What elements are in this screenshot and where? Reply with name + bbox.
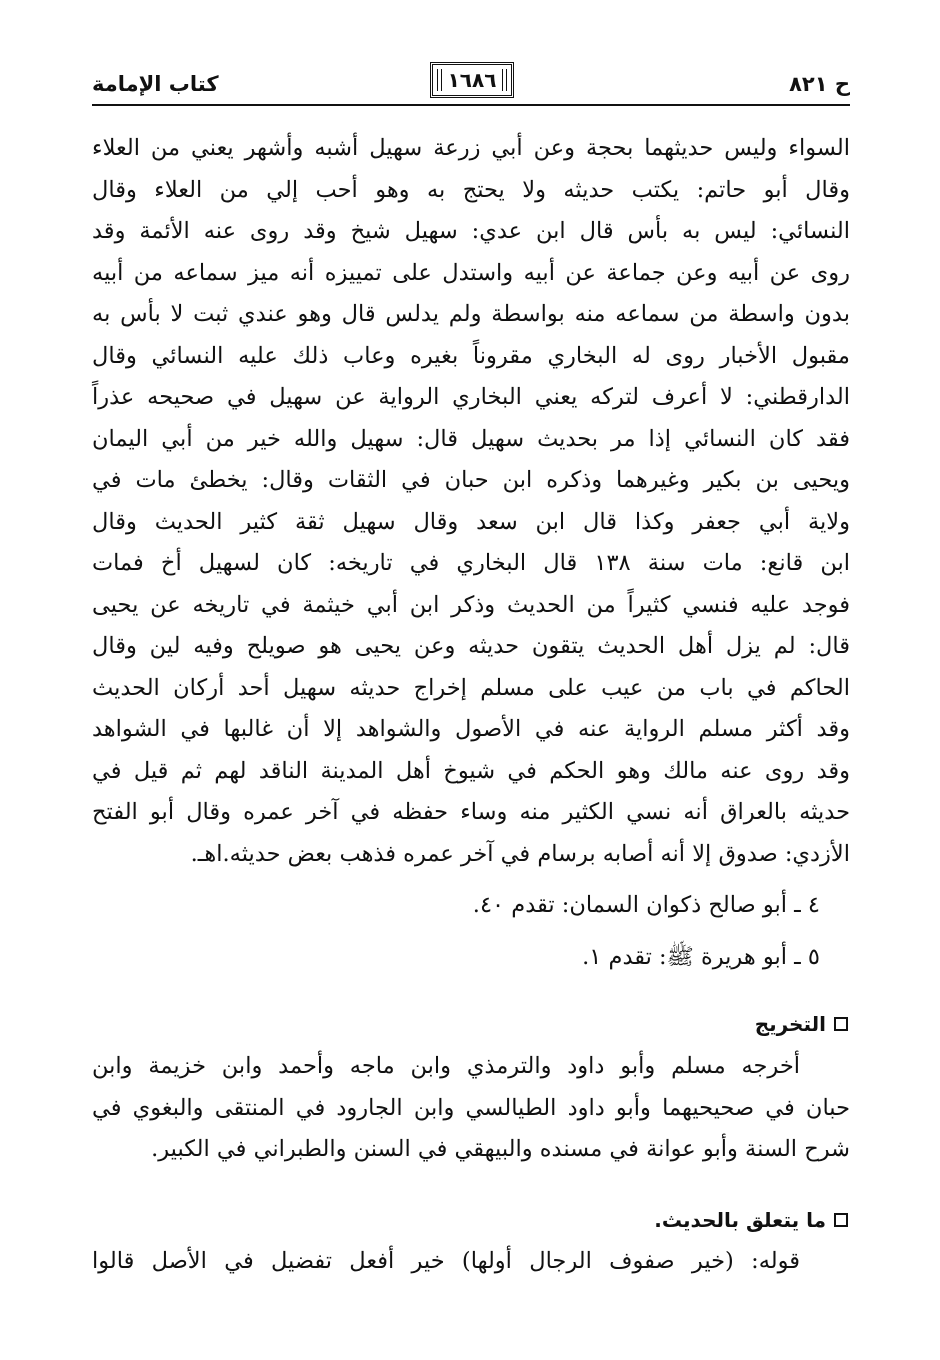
text-line: بدون واسطة من سماعه منه بواسطة ولم يدلس قال وهو عندي ثبت لا بأس به xyxy=(92,301,850,327)
page-header xyxy=(92,62,850,106)
related-text-line: قوله: (خير صفوف الرجال أولها) خير أفعل تفضيل في الأصل قالوا xyxy=(92,1248,800,1274)
text-line: ولاية أبي جعفر وكذا قال ابن سعد وقال سهيل ثقة كثير الحديث وقال xyxy=(92,508,850,535)
text-line: مقبول الأخبار روى له البخاري مقروناً بغيره وعاب ذلك عليه النسائي وقال xyxy=(92,342,850,369)
related-heading xyxy=(654,1208,848,1232)
page-number-box xyxy=(430,62,514,98)
hadith-number: ح ٨٢١ xyxy=(789,72,850,96)
text-line: النسائي: ليس به بأس قال ابن عدي: سهيل شيخ وقد روى عنه الأئمة وقد xyxy=(92,218,850,244)
takhrij-text xyxy=(92,1046,850,1171)
narrator-biography-text xyxy=(92,128,850,875)
text-line: الأزدي: صدوق إلا أنه أصابه برسام في آخر عمره فذهب بعض حديثه.اهـ. xyxy=(190,840,850,867)
text-line: وقد أكثر مسلم الرواية عنه في الأصول والشواهد إلا أن غالبها في الشواهد xyxy=(92,716,850,742)
takhrij-heading xyxy=(755,1012,848,1036)
takhrij-title: التخريج xyxy=(754,1012,826,1036)
text-line: الدارقطني: لا أعرف لتركه يعني البخاري الرواية عن سهيل في صحيحه عذراً xyxy=(92,384,850,410)
text-line: روى عن أبيه وعن جماعة عن أبيه واستدل على تمييزه أنه ميز سماعه من أبيه xyxy=(92,259,850,286)
text-line: ويحيى بن بكير وغيرهما وذكره ابن حبان في الثقات وقال: يخطئ مات في xyxy=(92,467,850,493)
text-line: حبان في صحيحيهما وأبو داود الطيالسي وابن الجارود في المنتقى والبغوي في xyxy=(92,1094,850,1121)
text-line: شرح السنة وأبو عوانة في مسنده والبيهقي في السنن والطبراني في الكبير. xyxy=(151,1136,850,1162)
page-number: ١٦٨٦ xyxy=(447,68,497,92)
related-title: ما يتعلق بالحديث. xyxy=(654,1208,826,1232)
text-line: فقد كان النسائي إذا مر بحديث سهيل قال: سهيل والله خير من أبي اليمان xyxy=(92,425,850,452)
book-chapter-title: كتاب الإمامة xyxy=(92,72,219,96)
text-line: ابن قانع: مات سنة ١٣٨ قال البخاري في تاريخه: كان لسهيل أخ فمات xyxy=(92,550,850,576)
text-line: فوجد عليه فنسي كثيراً من الحديث وذكر ابن أبي خيثمة في تاريخه عن يحيى xyxy=(92,591,850,618)
text-line: وقد روى عنه مالك وهو الحكم في شيوخ أهل المدينة الناقد لهم ثم قيل في xyxy=(92,757,850,784)
text-line: حديثه بالعراق أنه نسي الكثير منه وساء حفظه في آخر عمره وقال أبو الفتح xyxy=(92,799,850,825)
checkbox-icon xyxy=(834,1213,848,1227)
text-line: قال: لم يزل أهل الحديث يتقون حديثه وعن يحيى هو صويلح وفيه لين وقال xyxy=(92,633,850,659)
narrator-item-5: ٥ ـ أبو هريرة ﷺ: تقدم ١. xyxy=(582,944,820,970)
checkbox-icon xyxy=(834,1017,848,1031)
narrator-item-4: ٤ ـ أبو صالح ذكوان السمان: تقدم ٤٠. xyxy=(472,892,820,918)
text-line: أخرجه مسلم وأبو داود والترمذي وابن ماجه وأحمد وابن خزيمة وابن xyxy=(92,1053,800,1079)
text-line: وقال أبو حاتم: يكتب حديثه ولا يحتج به وهو أحب إلي من العلاء وقال xyxy=(92,176,850,203)
text-line: السواء وليس حديثهما بحجة وعن أبي زرعة سهيل أشبه وأشهر يعني من العلاء xyxy=(92,135,850,161)
header-divider xyxy=(92,104,850,106)
text-line: الحاكم في باب من عيب على مسلم إخراج حديثه سهيل أحد أركان الحديث xyxy=(92,674,850,701)
